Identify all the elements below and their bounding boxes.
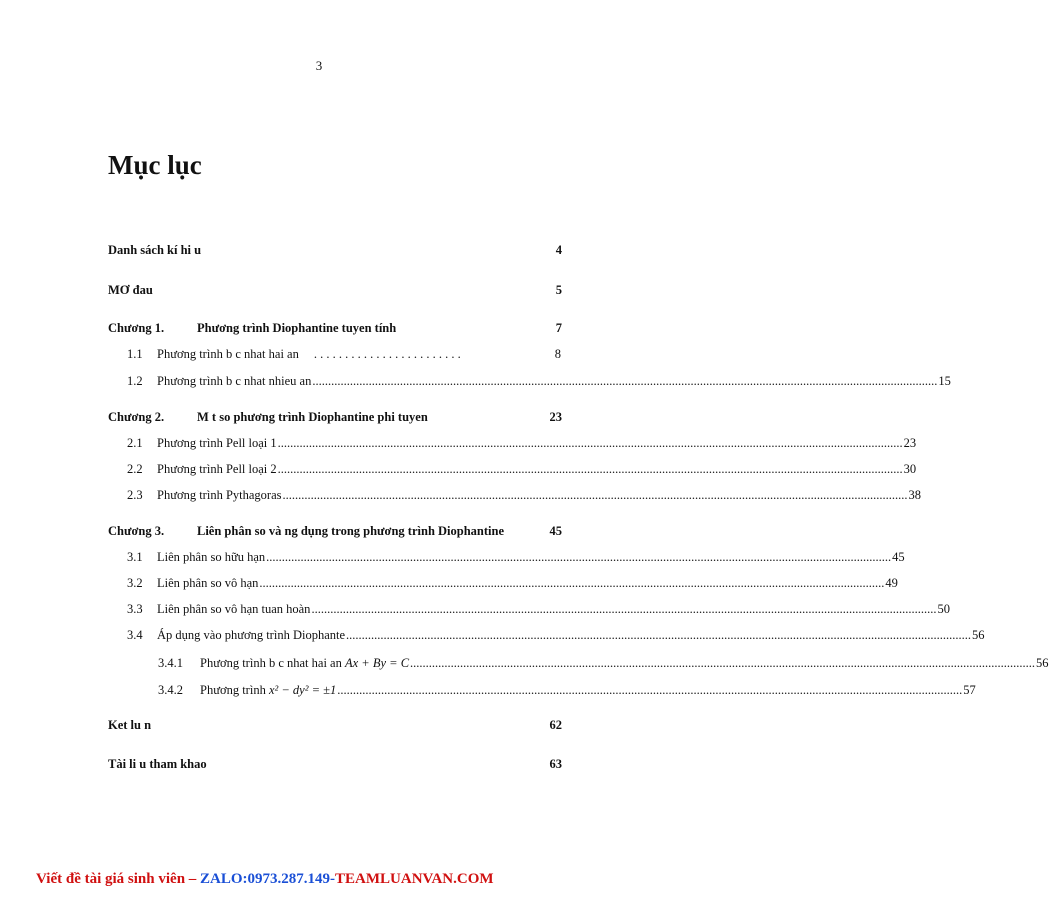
toc-page: 15 [938, 374, 951, 388]
toc-section-3-1[interactable] [127, 550, 905, 565]
page-number: 3 [315, 58, 323, 73]
toc-section-2-1[interactable] [127, 436, 917, 451]
section-number: 2.3 [127, 488, 143, 502]
toc-entry-conclusion[interactable] [108, 718, 562, 733]
section-title: Liên phân so vô hạn [157, 576, 259, 590]
chapter-title: Liên phân so và ng dụng trong phương trình Diophantine [197, 524, 505, 538]
dot-leader: ........................................................................................................................................................................................................ [346, 628, 972, 642]
toc-page: 7 [555, 321, 562, 335]
section-title: Liên phân so vô hạn tuan hoàn [157, 602, 311, 616]
footer-text-red: Viết đề tài giá sinh viên – [36, 871, 201, 887]
section-number: 2.1 [127, 436, 143, 450]
toc-label: Tài li u tham khao [108, 757, 207, 771]
section-number: 3.3 [127, 602, 143, 616]
section-number: 1.2 [127, 374, 143, 388]
toc-chapter-2[interactable] [108, 410, 562, 425]
chapter-number: Chương 3. [108, 524, 165, 538]
dot-leader: ........................................................................................................................................................................................................ [277, 462, 903, 476]
subsection-number: 3.4.2 [158, 683, 183, 697]
equation: x² − dy² = ±1 [268, 683, 337, 697]
dot-leader: ........................................................................................................................................................................................................ [311, 602, 937, 616]
subsection-title: Phương trình b c nhat hai an [200, 656, 342, 670]
page-title: Mục lục [108, 150, 202, 180]
toc-subsection-3-4-2[interactable] [158, 683, 976, 698]
toc-page: 45 [549, 524, 562, 538]
toc-page: 50 [937, 602, 950, 616]
section-title: Phương trình b c nhat nhieu an [157, 374, 312, 388]
toc-entry-references[interactable] [108, 757, 562, 772]
footer-site-link: TEAMLUANVAN.COM [335, 871, 494, 887]
toc-page: 56 [972, 628, 985, 642]
toc-page: 30 [903, 462, 917, 476]
chapter-number: Chương 1. [108, 321, 165, 335]
toc-page: 49 [885, 576, 898, 590]
dot-leader: ........................................................................................................................................................................................................ [266, 550, 892, 564]
toc-entry-intro[interactable] [108, 283, 562, 298]
toc-section-3-3[interactable] [127, 602, 950, 617]
toc-page: 56 [1036, 656, 1049, 670]
dot-leader: ........................................................................................................................................................................................................ [259, 576, 885, 590]
toc-chapter-1[interactable] [108, 321, 562, 336]
section-title: Phương trình Pythagoras [157, 488, 282, 502]
toc-section-2-2[interactable] [127, 462, 917, 477]
dot-leader: ........................................................................................................................................................................................................ [337, 683, 963, 697]
chapter-title: M t so phương trình Diophantine phi tuyen [197, 410, 428, 424]
section-title: Áp dụng vào phương trình Diophante [157, 628, 346, 642]
dot-leader: ........................................................................................................................................................................................................ [282, 488, 908, 502]
equation: Ax + By = C [344, 656, 410, 670]
section-title: Phương trình b c nhat hai an [157, 347, 299, 361]
toc-section-1-1[interactable] [127, 347, 561, 362]
footer-promo [36, 871, 494, 888]
section-title: Phương trình Pell loại 1 [157, 436, 277, 450]
toc-page: 4 [555, 243, 562, 257]
chapter-number: Chương 2. [108, 410, 165, 424]
toc-subsection-3-4-1[interactable] [158, 656, 1049, 671]
subsection-title: Phương trình [200, 683, 266, 697]
dot-leader: . . . . . . . . . . . . . . . . . . . . . . . . [313, 347, 461, 361]
toc-page: 5 [555, 283, 562, 297]
section-title: Liên phân so hữu hạn [157, 550, 266, 564]
toc-entry-symbols[interactable] [108, 243, 562, 258]
toc-label: Ket lu n [108, 718, 152, 732]
toc-page: 57 [963, 683, 976, 697]
toc-label: Danh sách kí hi u [108, 243, 202, 257]
footer-zalo: ZALO:0973.287.149- [200, 871, 336, 887]
dot-leader: ........................................................................................................................................................................................................ [312, 374, 938, 388]
toc-page: 23 [549, 410, 562, 424]
section-number: 3.4 [127, 628, 143, 642]
dot-leader: ........................................................................................................................................................................................................ [410, 656, 1036, 670]
chapter-title: Phương trình Diophantine tuyen tính [197, 321, 397, 335]
toc-section-2-3[interactable] [127, 488, 921, 503]
section-number: 3.2 [127, 576, 143, 590]
toc-section-1-2[interactable] [127, 374, 951, 389]
toc-page: 8 [554, 347, 561, 361]
toc-page: 62 [549, 718, 562, 732]
section-number: 2.2 [127, 462, 143, 476]
toc-page: 23 [903, 436, 917, 450]
subsection-number: 3.4.1 [158, 656, 183, 670]
section-number: 1.1 [127, 347, 143, 361]
section-number: 3.1 [127, 550, 143, 564]
dot-leader: ........................................................................................................................................................................................................ [277, 436, 903, 450]
toc-label: MƠ đau [108, 283, 153, 297]
section-title: Phương trình Pell loại 2 [157, 462, 277, 476]
toc-page: 38 [908, 488, 921, 502]
toc-chapter-3[interactable] [108, 524, 562, 539]
toc-page: 45 [892, 550, 905, 564]
toc-section-3-4[interactable] [127, 628, 985, 643]
toc-section-3-2[interactable] [127, 576, 898, 591]
toc-page: 63 [549, 757, 562, 771]
